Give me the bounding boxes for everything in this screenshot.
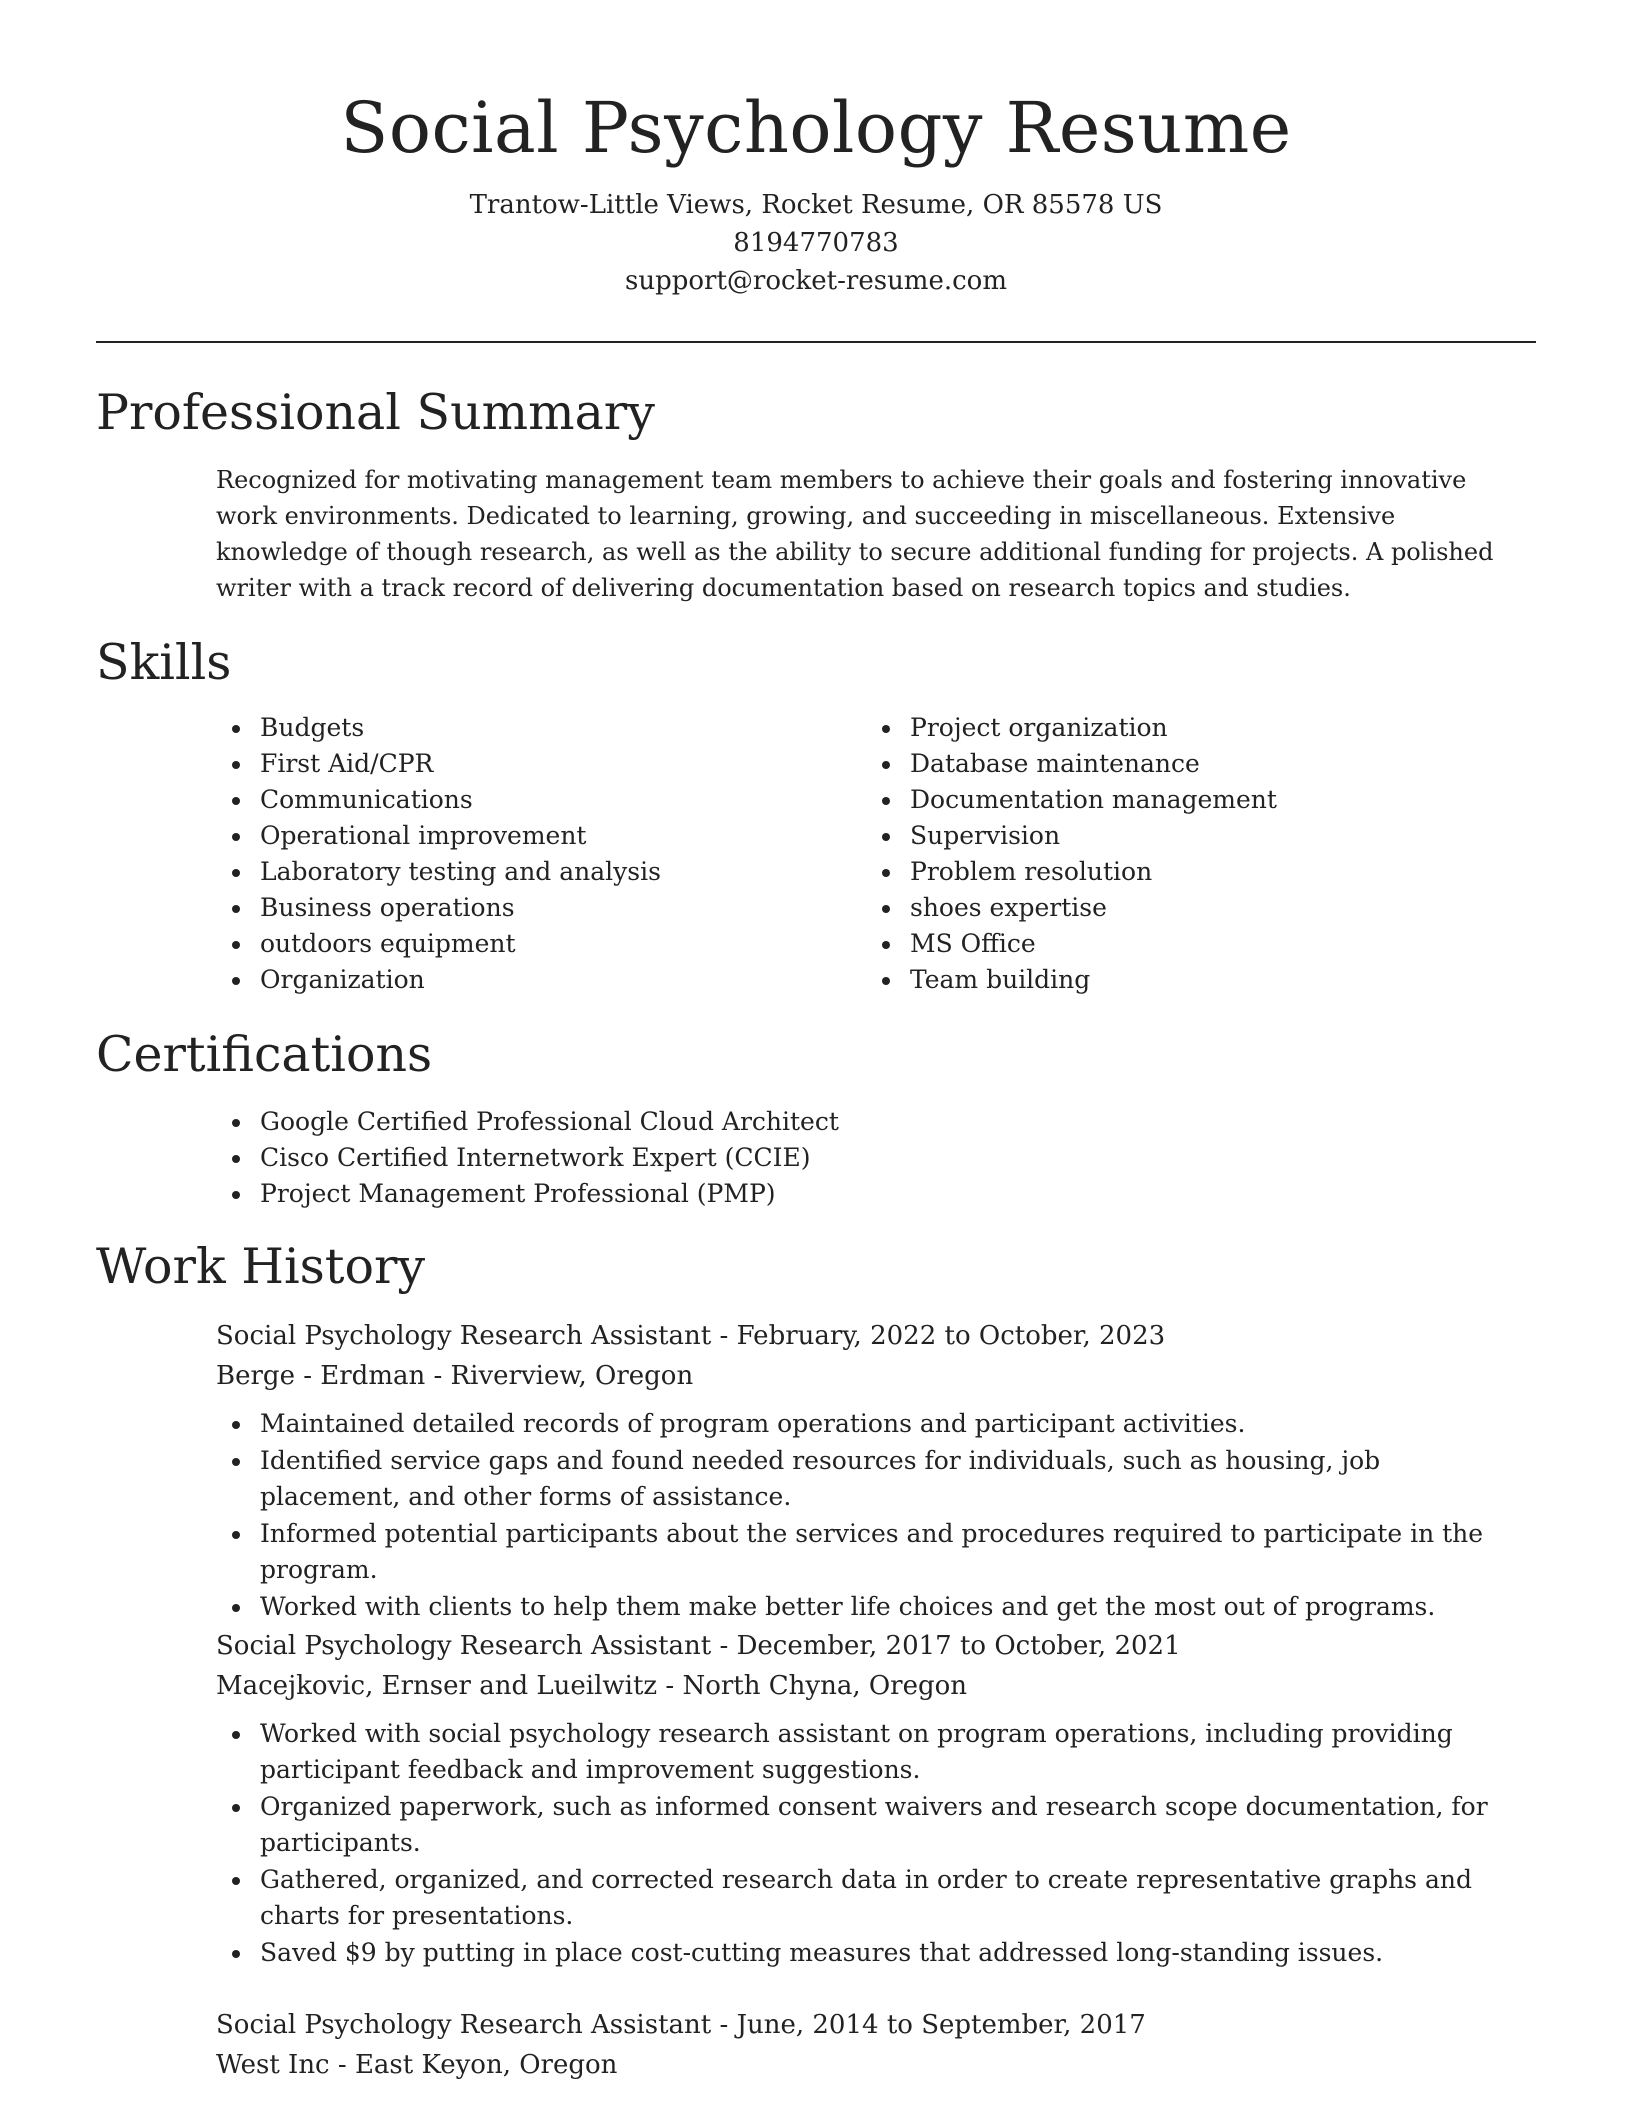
work-history-heading: Work History <box>96 1238 426 1295</box>
certifications-heading: Certifications <box>96 1026 433 1083</box>
summary-heading: Professional Summary <box>96 384 655 441</box>
skill-item: outdoors equipment <box>216 926 836 962</box>
address: Trantow-Little Views, Rocket Resume, OR 85578 US <box>469 190 1163 220</box>
resume-header <box>96 80 1536 300</box>
duty-item: Maintained detailed records of program operations and participant activities. <box>216 1406 1526 1442</box>
job-title: Social Psychology Research Assistant <box>216 1631 712 1661</box>
skill-item: Project organization <box>866 710 1486 746</box>
duty-item: Identified service gaps and found needed resources for individuals, such as housing, job placement, and other forms of assistance. <box>216 1443 1526 1515</box>
separator: - <box>719 1631 737 1661</box>
email: support@rocket-resume.com <box>624 266 1007 296</box>
skill-item: Communications <box>216 782 836 818</box>
phone: 8194770783 <box>733 228 899 258</box>
certification-item: Google Certified Professional Cloud Architect <box>216 1104 1516 1140</box>
company-name: Berge - Erdman <box>216 1361 426 1391</box>
skill-item: Organization <box>216 962 836 998</box>
job-title: Social Psychology Research Assistant <box>216 2010 712 2040</box>
duty-item: Saved $9 by putting in place cost-cutting measures that addressed long-standing issues. <box>216 1935 1526 1971</box>
job-duties <box>216 1406 1526 1625</box>
skills-list-right <box>866 710 1486 998</box>
skill-item: Operational improvement <box>216 818 836 854</box>
resume-title: Social Psychology Resume <box>340 87 1292 169</box>
duty-item: Worked with social psychology research assistant on program operations, including providing participant feedback and improvement suggestions. <box>216 1716 1526 1788</box>
job-dates: February, 2022 to October, 2023 <box>736 1321 1166 1351</box>
job-entry <box>216 1626 1526 1972</box>
separator: - <box>719 1321 737 1351</box>
job-location: Riverview, Oregon <box>450 1361 694 1391</box>
skill-item: shoes expertise <box>866 890 1486 926</box>
duty-item: Informed potential participants about the services and procedures required to participate in the program. <box>216 1516 1526 1588</box>
skill-item: Laboratory testing and analysis <box>216 854 836 890</box>
skill-item: Documentation management <box>866 782 1486 818</box>
contact-info <box>96 186 1536 300</box>
skill-item: Business operations <box>216 890 836 926</box>
job-company-line <box>216 2045 1526 2085</box>
skill-item: First Aid/CPR <box>216 746 836 782</box>
summary-text: Recognized for motivating management team members to achieve their goals and fostering innovative work environments. Dedicated to learning, growing, and succeeding in miscellaneous. Extensive knowledge of though research, as well as the ability to secure additional funding for projects. A polished writer with a track record of delivering documentation based on research topics and studies. <box>216 466 1494 602</box>
job-entry <box>216 2005 1526 2085</box>
job-title: Social Psychology Research Assistant <box>216 1321 712 1351</box>
skill-item: Team building <box>866 962 1486 998</box>
certifications-list <box>216 1104 1516 1212</box>
separator: - <box>337 2050 355 2080</box>
job-entry <box>216 1316 1526 1626</box>
job-title-line <box>216 1626 1526 1666</box>
job-location: East Keyon, Oregon <box>354 2050 618 2080</box>
job-company-line <box>216 1666 1526 1706</box>
separator: - <box>665 1671 683 1701</box>
job-location: North Chyna, Oregon <box>682 1671 968 1701</box>
company-name: West Inc <box>216 2050 330 2080</box>
separator: - <box>433 1361 451 1391</box>
skill-item: Problem resolution <box>866 854 1486 890</box>
separator: - <box>719 2010 737 2040</box>
job-dates: June, 2014 to September, 2017 <box>736 2010 1146 2040</box>
job-company-line <box>216 1356 1526 1396</box>
job-title-line <box>216 1316 1526 1356</box>
header-divider <box>96 341 1536 343</box>
skill-item: Supervision <box>866 818 1486 854</box>
skill-item: Budgets <box>216 710 836 746</box>
company-name: Macejkovic, Ernser and Lueilwitz <box>216 1671 658 1701</box>
job-title-line <box>216 2005 1526 2045</box>
certification-item: Project Management Professional (PMP) <box>216 1176 1516 1212</box>
duty-item: Worked with clients to help them make better life choices and get the most out of programs. <box>216 1589 1526 1625</box>
duty-item: Organized paperwork, such as informed consent waivers and research scope documentation, for participants. <box>216 1789 1526 1861</box>
certification-item: Cisco Certified Internetwork Expert (CCIE) <box>216 1140 1516 1176</box>
job-duties <box>216 1716 1526 1971</box>
duty-item: Gathered, organized, and corrected research data in order to create representative graphs and charts for presentations. <box>216 1862 1526 1934</box>
skill-item: Database maintenance <box>866 746 1486 782</box>
skills-heading: Skills <box>96 634 232 691</box>
skills-list-left <box>216 710 836 998</box>
job-dates: December, 2017 to October, 2021 <box>736 1631 1181 1661</box>
skill-item: MS Office <box>866 926 1486 962</box>
